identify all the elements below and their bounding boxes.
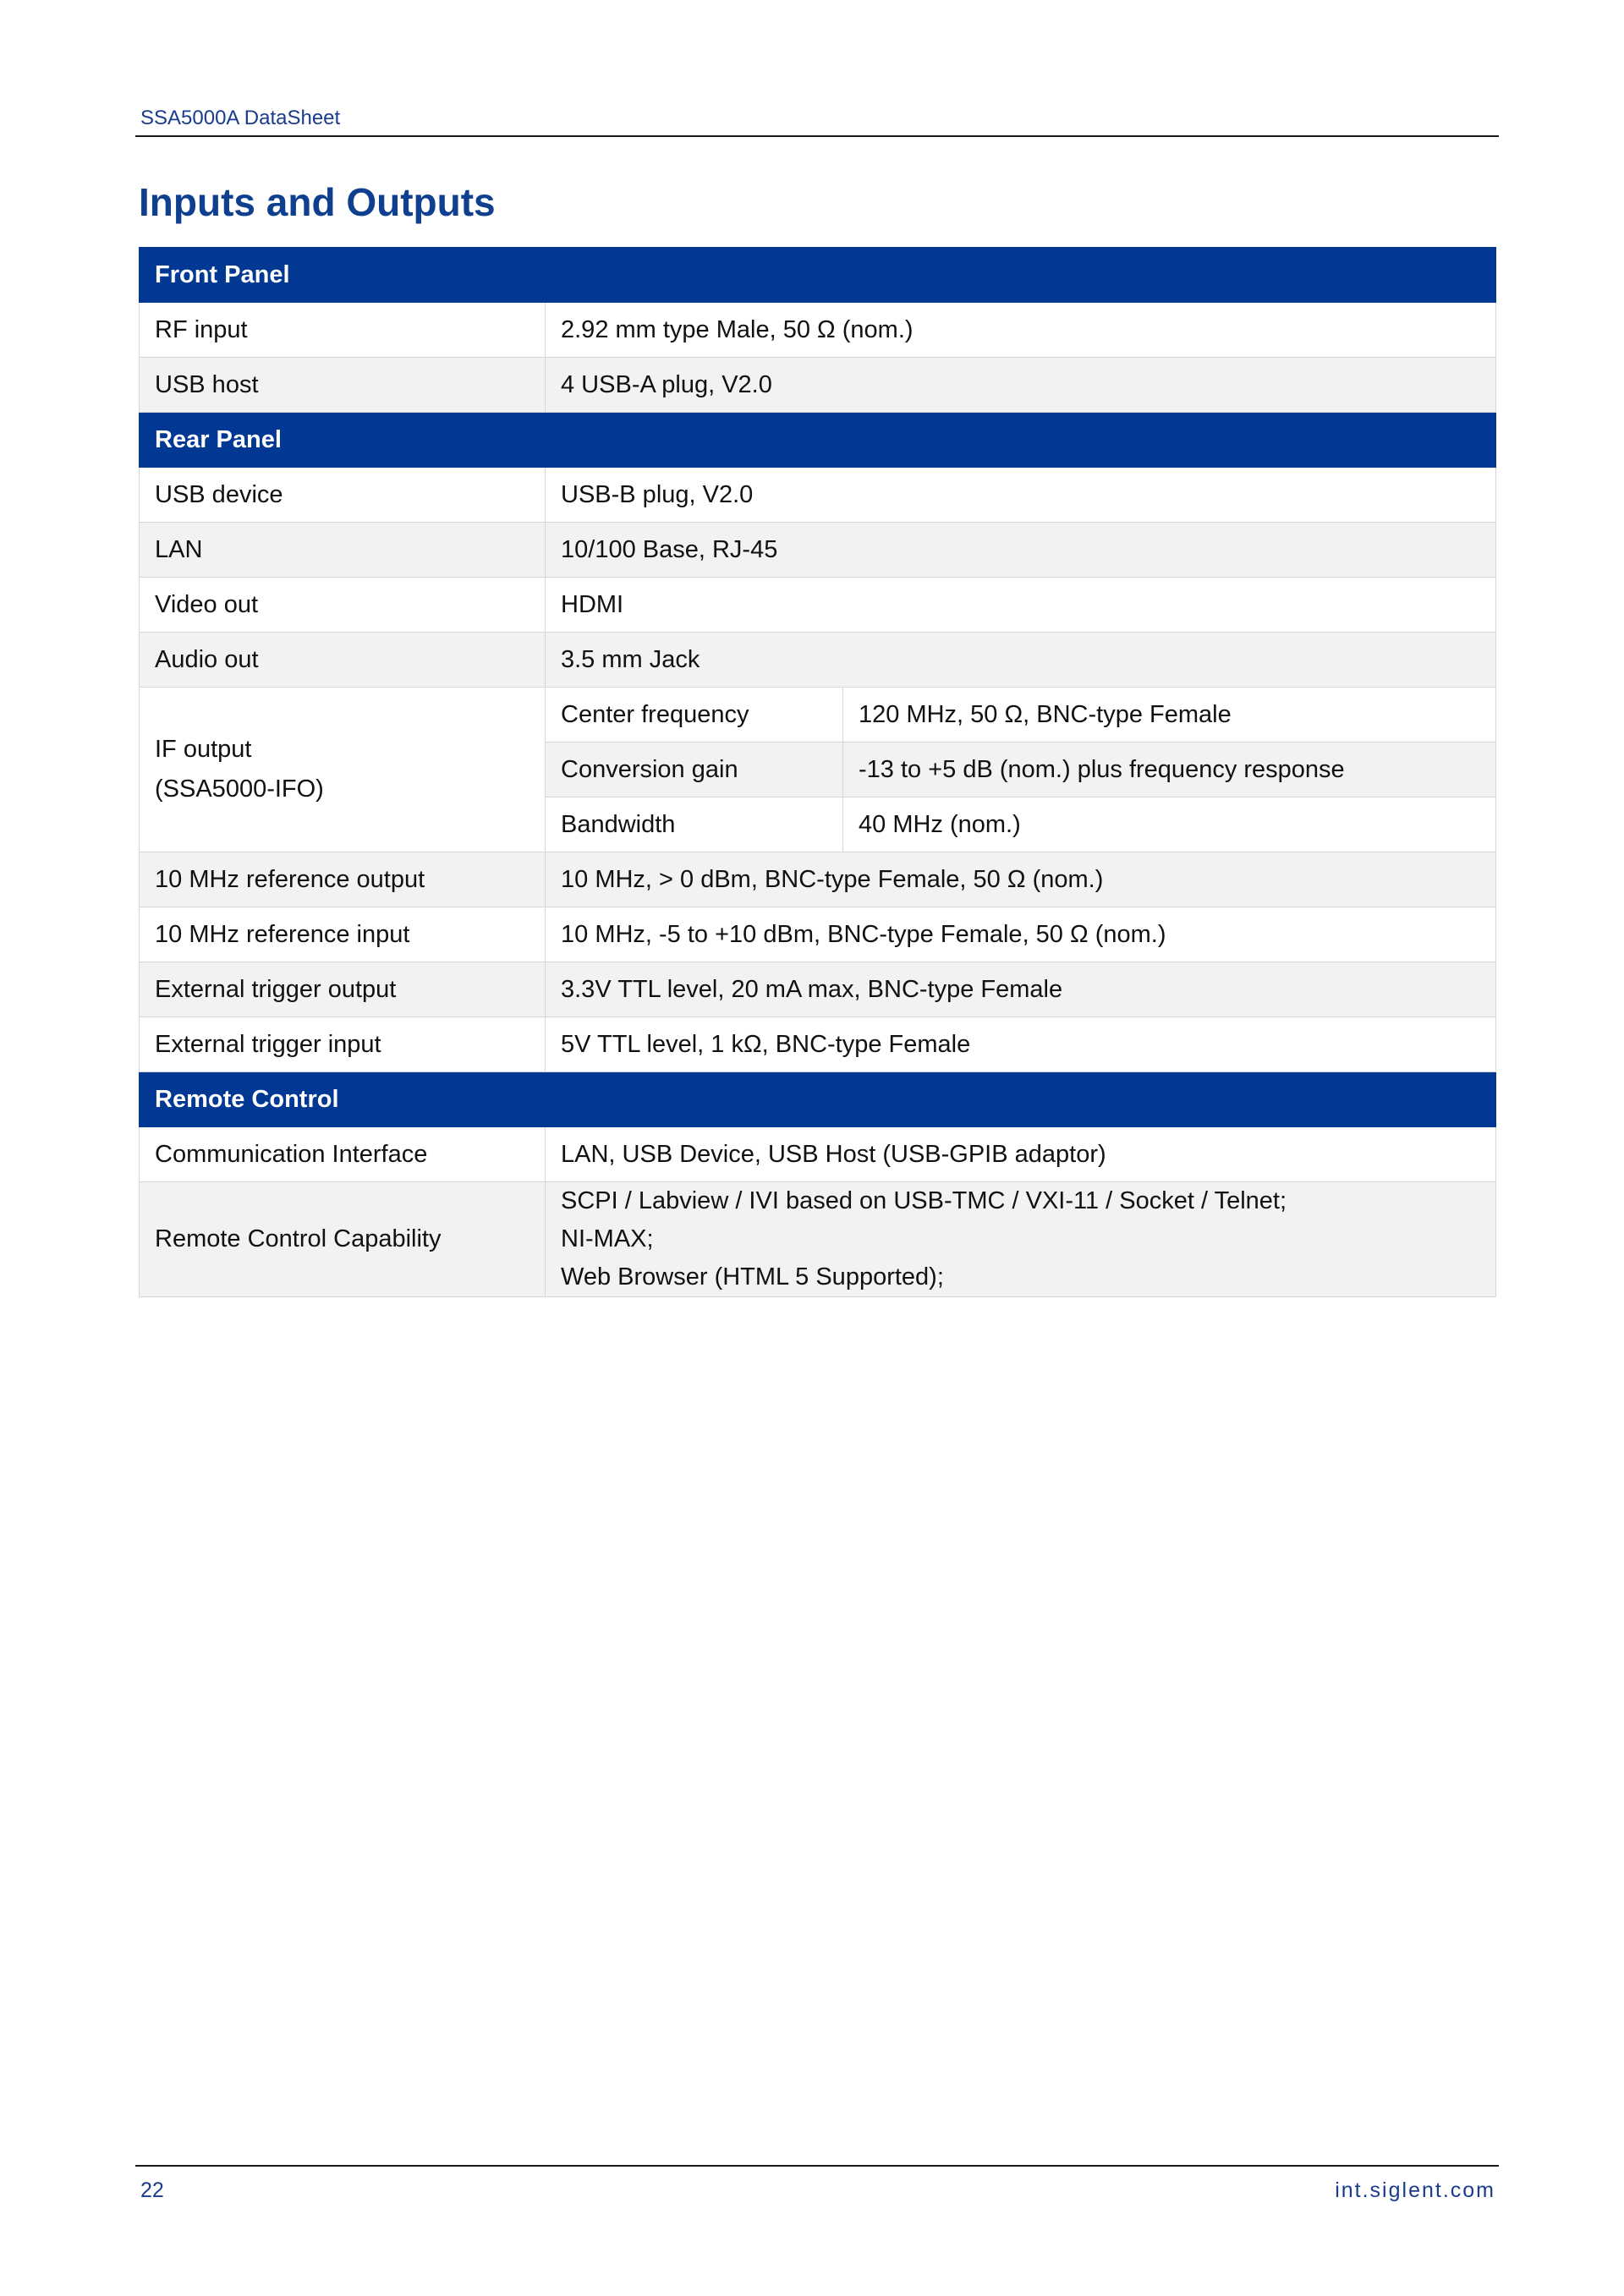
row-value: 10 MHz, > 0 dBm, BNC-type Female, 50 Ω (nom.) bbox=[546, 852, 1496, 907]
capability-line: NI-MAX; bbox=[561, 1225, 654, 1252]
row-label: External trigger output bbox=[140, 962, 546, 1017]
section-heading: Rear Panel bbox=[140, 413, 1496, 468]
if-output-label: IF output bbox=[155, 736, 252, 763]
table-row-remote-capability bbox=[140, 1182, 1496, 1297]
row-label: Remote Control Capability bbox=[140, 1182, 546, 1297]
if-output-value: 120 MHz, 50 Ω, BNC-type Female bbox=[843, 688, 1496, 743]
row-label: 10 MHz reference output bbox=[140, 852, 546, 907]
row-value-multiline bbox=[546, 1182, 1496, 1297]
capability-line: SCPI / Labview / IVI based on USB-TMC / VXI-11 / Socket / Telnet; bbox=[561, 1187, 1287, 1214]
table-row bbox=[140, 578, 1496, 633]
row-value: 4 USB-A plug, V2.0 bbox=[546, 358, 1496, 413]
capability-line: Web Browser (HTML 5 Supported); bbox=[561, 1263, 944, 1290]
table-row bbox=[140, 1127, 1496, 1182]
if-output-row-center-frequency bbox=[140, 688, 1496, 743]
table-row bbox=[140, 852, 1496, 907]
row-value: USB-B plug, V2.0 bbox=[546, 468, 1496, 523]
row-value: 10/100 Base, RJ-45 bbox=[546, 523, 1496, 578]
page-header bbox=[135, 107, 1499, 137]
table-row bbox=[140, 303, 1496, 358]
table-row bbox=[140, 1017, 1496, 1072]
row-value: LAN, USB Device, USB Host (USB-GPIB adaptor) bbox=[546, 1127, 1496, 1182]
row-value: 3.5 mm Jack bbox=[546, 633, 1496, 688]
row-label: USB device bbox=[140, 468, 546, 523]
table-row bbox=[140, 907, 1496, 962]
document-title: SSA5000A DataSheet bbox=[140, 107, 341, 129]
section-row-rear-panel bbox=[140, 413, 1496, 468]
section-row-front-panel bbox=[140, 248, 1496, 303]
if-output-sublabel: (SSA5000-IFO) bbox=[155, 775, 324, 803]
if-output-param: Center frequency bbox=[546, 688, 843, 743]
row-label: LAN bbox=[140, 523, 546, 578]
section-heading: Front Panel bbox=[140, 248, 1496, 303]
row-label: Communication Interface bbox=[140, 1127, 546, 1182]
table-row bbox=[140, 523, 1496, 578]
page-number: 22 bbox=[140, 2178, 164, 2202]
row-label: USB host bbox=[140, 358, 546, 413]
row-value: HDMI bbox=[546, 578, 1496, 633]
if-output-param: Bandwidth bbox=[546, 797, 843, 852]
row-value: 5V TTL level, 1 kΩ, BNC-type Female bbox=[546, 1017, 1496, 1072]
inputs-outputs-table bbox=[139, 247, 1496, 1297]
table-row bbox=[140, 468, 1496, 523]
row-value: 3.3V TTL level, 20 mA max, BNC-type Female bbox=[546, 962, 1496, 1017]
section-title: Inputs and Outputs bbox=[139, 180, 496, 224]
row-value: 10 MHz, -5 to +10 dBm, BNC-type Female, 50 Ω (nom.) bbox=[546, 907, 1496, 962]
page-footer bbox=[135, 2165, 1499, 2202]
section-row-remote-control bbox=[140, 1072, 1496, 1127]
row-label: Video out bbox=[140, 578, 546, 633]
if-output-value: 40 MHz (nom.) bbox=[843, 797, 1496, 852]
row-label: External trigger input bbox=[140, 1017, 546, 1072]
row-label: 10 MHz reference input bbox=[140, 907, 546, 962]
section-heading: Remote Control bbox=[140, 1072, 1496, 1127]
site-url: int.siglent.com bbox=[1335, 2178, 1495, 2202]
if-output-param: Conversion gain bbox=[546, 743, 843, 797]
row-label: Audio out bbox=[140, 633, 546, 688]
row-value: 2.92 mm type Male, 50 Ω (nom.) bbox=[546, 303, 1496, 358]
table-row bbox=[140, 962, 1496, 1017]
row-label: RF input bbox=[140, 303, 546, 358]
if-output-value: -13 to +5 dB (nom.) plus frequency response bbox=[843, 743, 1496, 797]
if-output-label-cell bbox=[140, 688, 546, 852]
table-row bbox=[140, 633, 1496, 688]
table-row bbox=[140, 358, 1496, 413]
